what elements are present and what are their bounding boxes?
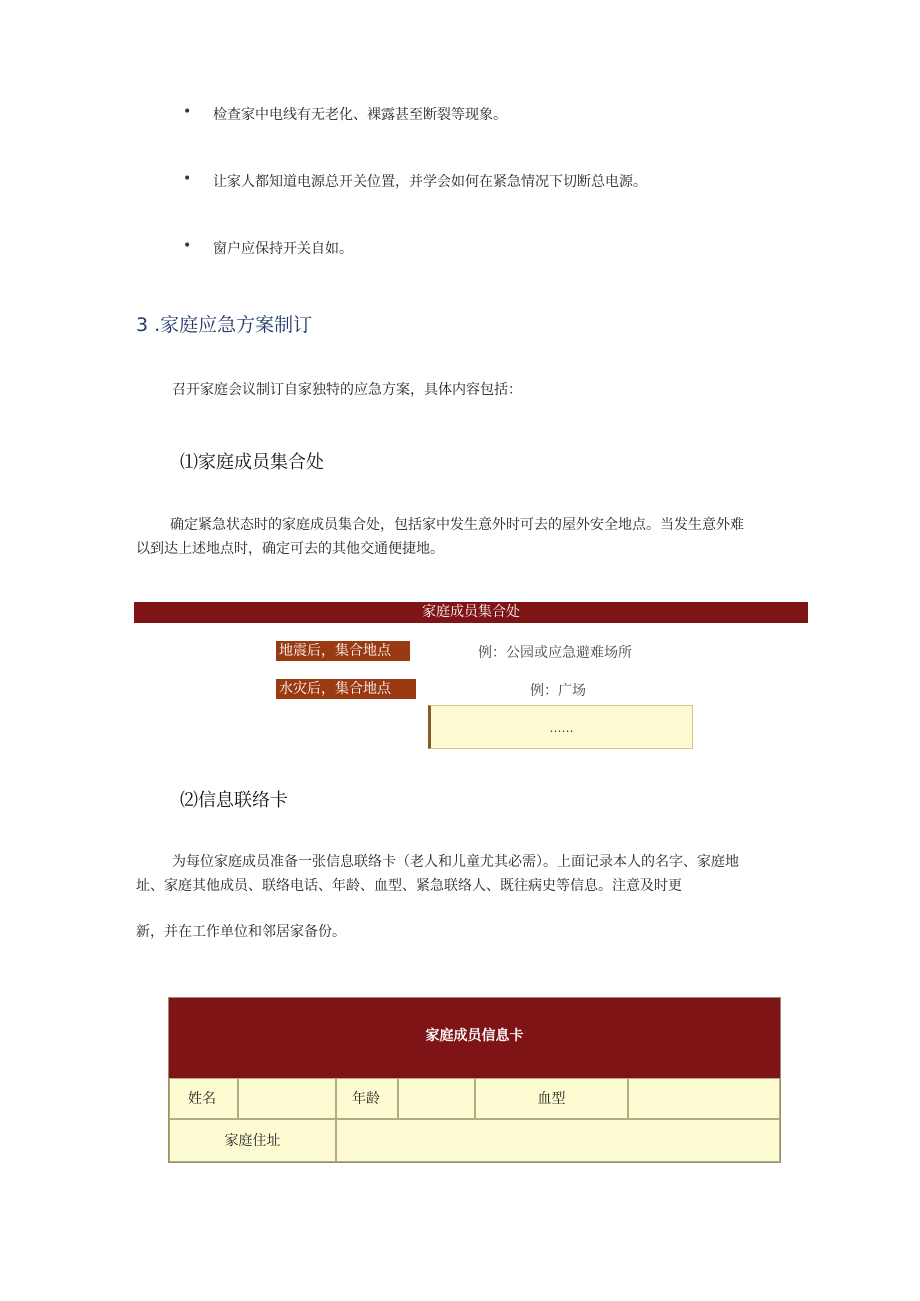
section-intro: 召开家庭会议制订自家独特的应急方案，具体内容包括： [172, 382, 522, 398]
paragraph-line: 确定紧急状态时的家庭成员集合处，包括家中发生意外时可去的屋外安全地点。当发生意外难 [170, 517, 744, 533]
bullet-item: 让家人都知道电源总开关位置，并学会如何在紧急情况下切断总电源。 [213, 174, 647, 190]
age-value-cell[interactable] [398, 1078, 475, 1119]
bullet-item: 窗户应保持开关自如。 [213, 241, 353, 257]
bullet-item: 检查家中电线有无老化、裸露甚至断裂等现象。 [213, 107, 507, 123]
meeting-table-header: 家庭成员集合处 [134, 602, 808, 623]
meeting-label-flood: 水灾后，集合地点 [276, 679, 416, 699]
info-card-table [168, 997, 781, 1163]
address-value-cell[interactable] [336, 1119, 780, 1162]
section-title: 3 .家庭应急方案制订 [136, 314, 313, 336]
address-label-cell: 家庭住址 [169, 1119, 336, 1162]
meeting-label-earthquake: 地震后，集合地点 [276, 641, 410, 661]
bullet-dot: • [183, 171, 192, 187]
paragraph-line: 为每位家庭成员准备一张信息联络卡（老人和儿童尤其必需）。上面记录本人的名字、家庭地 [172, 854, 739, 870]
bullet-dot: • [183, 238, 192, 254]
meeting-example-earthquake: 例：公园或应急避难场所 [478, 645, 632, 661]
blood-type-value-cell[interactable] [628, 1078, 780, 1119]
paragraph-line: 新，并在工作单位和邻居家备份。 [136, 924, 346, 940]
age-label-cell: 年龄 [336, 1078, 398, 1119]
name-value-cell[interactable] [238, 1078, 336, 1119]
paragraph-line: 以到达上述地点时，确定可去的其他交通便捷地。 [136, 541, 444, 557]
meeting-more-box: …… [428, 705, 693, 749]
meeting-example-flood: 例：广场 [530, 683, 586, 699]
paragraph-line: 址、家庭其他成员、联络电话、年龄、血型、紧急联络人、既往病史等信息。注意及时更 [136, 878, 682, 894]
subsection-title-contact-card: ⑵信息联络卡 [180, 790, 288, 811]
subsection-title-meeting: ⑴家庭成员集合处 [180, 452, 324, 473]
info-card-header: 家庭成员信息卡 [169, 998, 780, 1078]
name-label-cell: 姓名 [169, 1078, 238, 1119]
bullet-dot: • [183, 104, 192, 120]
blood-type-label-cell: 血型 [475, 1078, 628, 1119]
